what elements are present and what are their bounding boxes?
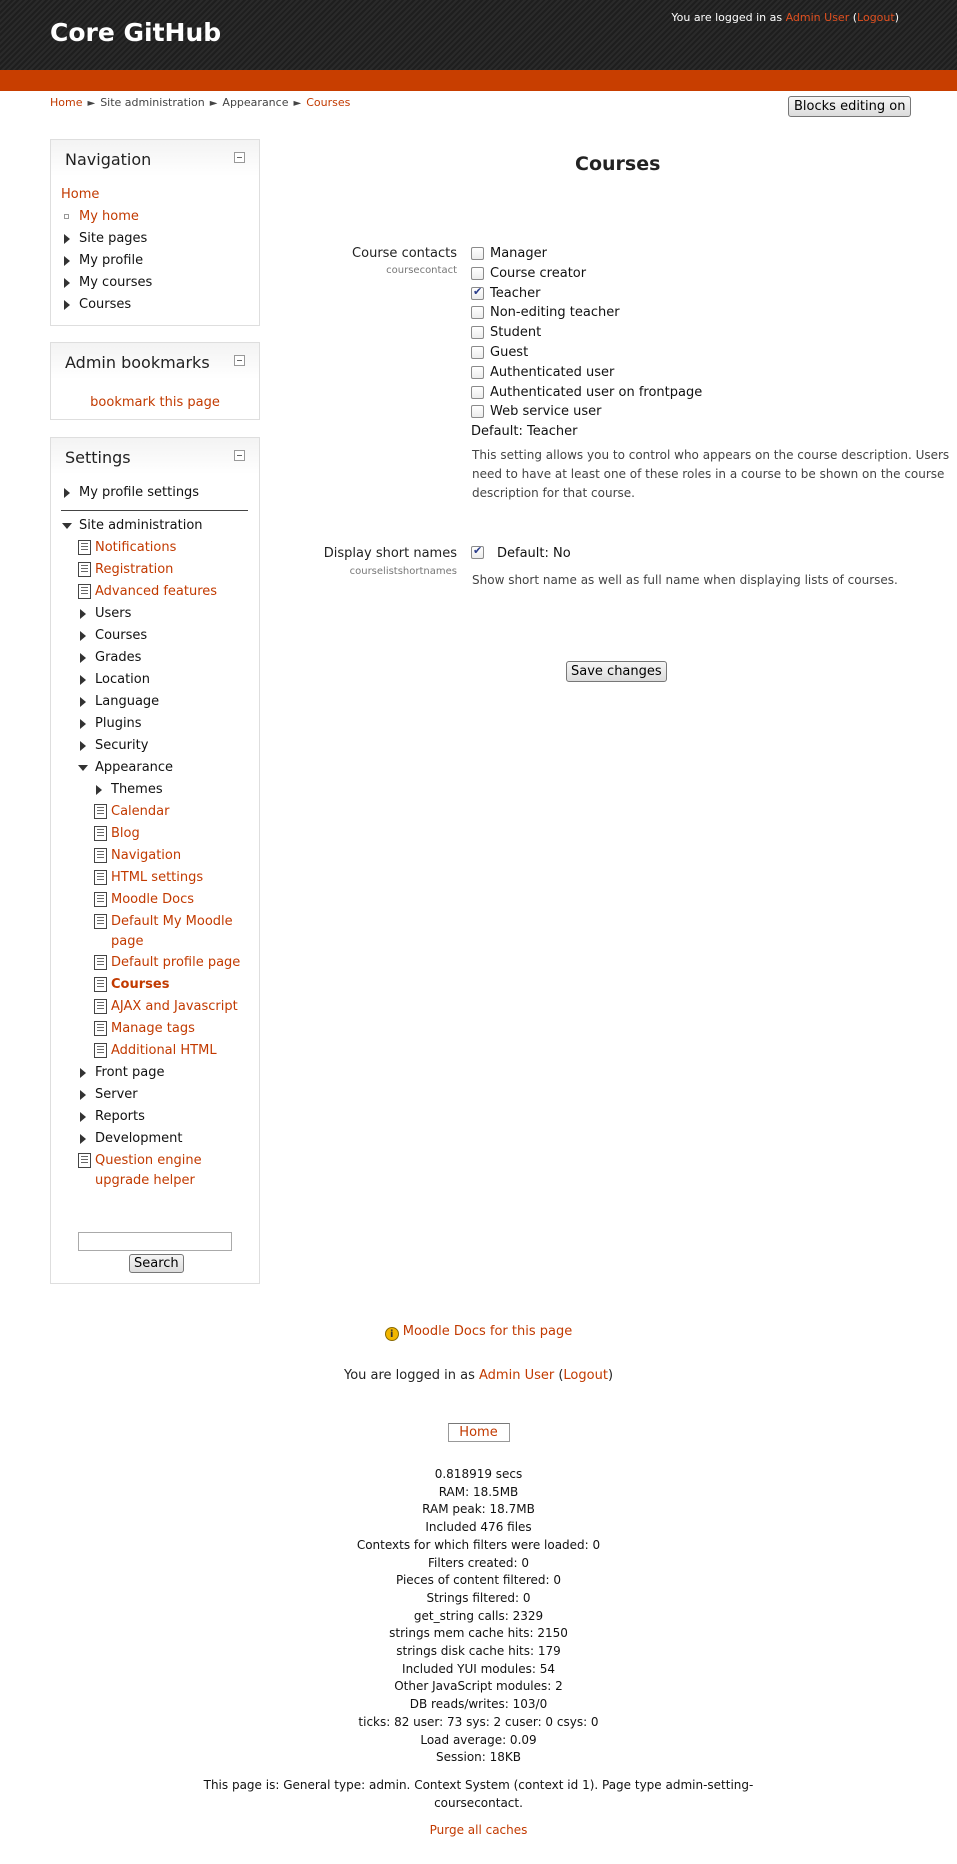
nav-my-profile[interactable] bbox=[51, 250, 259, 272]
settings-appearance-label: Appearance bbox=[95, 760, 174, 775]
bookmark-this-page-link[interactable]: bookmark this page bbox=[90, 395, 220, 410]
login-info: You are logged in as Admin User (Logout) bbox=[671, 11, 899, 24]
course-contact-option-label: Authenticated user on frontpage bbox=[490, 384, 703, 400]
question-engine-line1: Question engine bbox=[95, 1153, 202, 1168]
display-short-names-description: Show short name as well as full name when displaying lists of courses. bbox=[472, 573, 898, 587]
stat-line: Included YUI modules: 54 bbox=[402, 1661, 555, 1676]
stat-line: Load average: 0.09 bbox=[420, 1732, 537, 1747]
nav-my-home-link[interactable]: My home bbox=[79, 209, 139, 224]
settings-plugins[interactable] bbox=[51, 713, 259, 735]
page-type-info-line2: coursecontact. bbox=[434, 1796, 523, 1810]
question-engine-line2: upgrade helper bbox=[95, 1173, 195, 1188]
settings-reports-label: Reports bbox=[95, 1109, 145, 1124]
settings-language-label: Language bbox=[95, 694, 160, 709]
collapse-icon[interactable] bbox=[234, 355, 245, 366]
page-icon bbox=[94, 977, 107, 992]
nav-courses-label: Courses bbox=[79, 297, 132, 312]
course-contacts-description-line2: need to have at least one of these roles in a course to be shown on the course bbox=[472, 467, 945, 481]
settings-site-admin-label: Site administration bbox=[79, 518, 203, 533]
course-contact-checkbox[interactable] bbox=[471, 386, 484, 399]
course-contact-option-label: Student bbox=[490, 325, 542, 341]
course-contact-option-label: Non-editing teacher bbox=[490, 305, 620, 321]
settings-grades[interactable] bbox=[51, 647, 259, 669]
settings-language[interactable] bbox=[51, 691, 259, 713]
stat-line: RAM: 18.5MB bbox=[438, 1484, 519, 1499]
settings-themes-label: Themes bbox=[111, 782, 163, 797]
course-contact-option-label: Authenticated user bbox=[490, 364, 615, 380]
settings-search-input[interactable] bbox=[78, 1232, 232, 1251]
course-contact-checkbox[interactable] bbox=[471, 287, 484, 300]
page-icon bbox=[78, 584, 91, 599]
course-contact-checkbox[interactable] bbox=[471, 366, 484, 379]
nav-site-pages-label: Site pages bbox=[79, 231, 148, 246]
nav-home-link[interactable]: Home bbox=[61, 187, 100, 202]
moodle-docs-page-link[interactable]: Moodle Docs for this page bbox=[402, 1324, 573, 1339]
page-title: Courses bbox=[575, 153, 661, 175]
page-icon bbox=[94, 914, 107, 929]
breadcrumb-separator-icon: ► bbox=[87, 98, 96, 109]
display-short-names-default: Default: No bbox=[497, 546, 571, 561]
page-icon bbox=[94, 870, 107, 885]
default-my-moodle-link[interactable] bbox=[111, 914, 233, 949]
settings-search-button[interactable]: Search bbox=[129, 1254, 184, 1273]
html-settings-link[interactable]: HTML settings bbox=[111, 870, 204, 885]
stat-line: RAM peak: 18.7MB bbox=[422, 1502, 535, 1517]
stat-line: get_string calls: 2329 bbox=[413, 1608, 544, 1623]
stat-line: strings disk cache hits: 179 bbox=[396, 1644, 561, 1658]
settings-users-label: Users bbox=[95, 606, 132, 621]
course-contact-checkbox[interactable] bbox=[471, 346, 484, 359]
settings-development-label: Development bbox=[95, 1131, 183, 1146]
expand-arrow-icon bbox=[96, 785, 102, 795]
purge-caches-wrap bbox=[0, 1823, 957, 1837]
settings-block bbox=[50, 437, 260, 1284]
navigation-block-title: Navigation bbox=[65, 150, 152, 169]
page-icon bbox=[94, 955, 107, 970]
expand-arrow-icon bbox=[80, 719, 86, 729]
page-icon bbox=[78, 562, 91, 577]
expand-arrow-icon bbox=[80, 697, 86, 707]
ajax-javascript-link[interactable]: AJAX and Javascript bbox=[111, 999, 238, 1014]
course-contact-option-label: Course creator bbox=[490, 265, 587, 281]
settings-security-label: Security bbox=[95, 738, 149, 753]
login-prefix: You are logged in as bbox=[671, 11, 786, 24]
expand-arrow-icon bbox=[64, 234, 70, 244]
breadcrumb-site-admin[interactable]: Site administration bbox=[100, 96, 205, 109]
course-contact-checkbox[interactable] bbox=[471, 405, 484, 418]
settings-appearance[interactable] bbox=[51, 757, 259, 779]
nav-bar bbox=[0, 70, 957, 91]
course-contact-option-label: Web service user bbox=[490, 404, 602, 420]
breadcrumb-appearance[interactable]: Appearance bbox=[222, 96, 289, 109]
nav-site-pages[interactable] bbox=[51, 228, 259, 250]
settings-courses-label: Courses bbox=[95, 628, 148, 643]
navigation-tree bbox=[51, 184, 259, 316]
page-icon bbox=[94, 892, 107, 907]
stat-line: Contexts for which filters were loaded: 0 bbox=[356, 1537, 601, 1552]
settings-reports[interactable] bbox=[51, 1106, 259, 1128]
breadcrumb-separator-icon: ► bbox=[209, 98, 218, 109]
admin-bookmarks-title: Admin bookmarks bbox=[65, 353, 210, 372]
moodle-docs-footer bbox=[0, 1324, 957, 1341]
calendar-link[interactable]: Calendar bbox=[111, 804, 170, 819]
footer-home-wrap bbox=[0, 1423, 957, 1442]
expand-arrow-icon bbox=[80, 609, 86, 619]
default-my-moodle-line2: page bbox=[111, 934, 144, 949]
nav-my-profile-label: My profile bbox=[79, 253, 144, 268]
course-contacts-label: Course contacts bbox=[352, 246, 457, 261]
page-icon bbox=[94, 999, 107, 1014]
collapse-arrow-icon bbox=[62, 523, 72, 529]
course-contact-checkbox[interactable] bbox=[471, 247, 484, 260]
page-icon bbox=[94, 804, 107, 819]
default-profile-page-link[interactable]: Default profile page bbox=[111, 955, 241, 970]
settings-location[interactable] bbox=[51, 669, 259, 691]
stat-line: strings mem cache hits: 2150 bbox=[389, 1626, 568, 1641]
info-icon: i bbox=[385, 1327, 399, 1341]
course-contact-checkbox[interactable] bbox=[471, 326, 484, 339]
expand-arrow-icon bbox=[64, 300, 70, 310]
expand-arrow-icon bbox=[80, 653, 86, 663]
settings-themes[interactable] bbox=[51, 779, 259, 801]
settings-plugins-label: Plugins bbox=[95, 716, 142, 731]
settings-tree bbox=[51, 482, 259, 1191]
nav-courses[interactable] bbox=[51, 294, 259, 316]
page-type-info-line1: This page is: General type: admin. Context System (context id 1). Page type admin-setting- bbox=[203, 1778, 754, 1792]
settings-server-label: Server bbox=[95, 1087, 138, 1102]
footer-login-prefix: You are logged in as bbox=[343, 1368, 479, 1383]
display-short-names-label: Display short names bbox=[323, 546, 457, 561]
page-icon bbox=[78, 540, 91, 555]
settings-location-label: Location bbox=[95, 672, 150, 687]
display-short-names-checkbox[interactable] bbox=[471, 546, 484, 559]
course-contacts-description-line1: This setting allows you to control who appears on the course description. Users bbox=[472, 448, 950, 462]
display-short-names-sub: courselistshortnames bbox=[349, 566, 457, 577]
page-icon bbox=[94, 1021, 107, 1036]
stat-line: 0.818919 secs bbox=[434, 1467, 523, 1481]
settings-server[interactable] bbox=[51, 1084, 259, 1106]
save-changes-button[interactable]: Save changes bbox=[566, 661, 667, 682]
question-engine-link[interactable] bbox=[95, 1153, 202, 1188]
expand-arrow-icon bbox=[64, 488, 70, 498]
footer-home-button[interactable]: Home bbox=[448, 1423, 510, 1442]
page-icon bbox=[78, 1153, 91, 1168]
registration-link[interactable]: Registration bbox=[95, 562, 174, 577]
navigation-block bbox=[50, 139, 260, 326]
page-type-info bbox=[0, 1776, 957, 1812]
settings-my-profile[interactable] bbox=[51, 482, 259, 504]
blog-link[interactable]: Blog bbox=[111, 826, 140, 841]
stat-line: Session: 18KB bbox=[435, 1750, 521, 1765]
breadcrumb bbox=[50, 96, 350, 109]
settings-front-page-label: Front page bbox=[95, 1065, 165, 1080]
course-contact-checkbox[interactable] bbox=[471, 267, 484, 280]
course-contact-option-label: Guest bbox=[490, 345, 529, 360]
bullet-icon bbox=[64, 214, 69, 219]
course-contact-option-label: Manager bbox=[490, 246, 547, 261]
default-my-moodle-line1: Default My Moodle bbox=[111, 914, 233, 929]
settings-front-page[interactable] bbox=[51, 1062, 259, 1084]
page-icon bbox=[94, 1043, 107, 1058]
page-icon bbox=[94, 848, 107, 863]
collapse-arrow-icon bbox=[78, 765, 88, 771]
expand-arrow-icon bbox=[80, 1068, 86, 1078]
expand-arrow-icon bbox=[80, 1112, 86, 1122]
moodle-docs-link[interactable]: Moodle Docs bbox=[111, 892, 195, 907]
stat-line: Other JavaScript modules: 2 bbox=[394, 1679, 563, 1694]
stat-line: DB reads/writes: 103/0 bbox=[409, 1697, 548, 1712]
divider bbox=[61, 510, 248, 511]
footer-user-link[interactable]: Admin User bbox=[479, 1368, 555, 1383]
course-contact-checkbox[interactable] bbox=[471, 306, 484, 319]
settings-courses[interactable] bbox=[51, 625, 259, 647]
course-contacts-sub: coursecontact bbox=[386, 265, 457, 276]
purge-all-caches-link[interactable]: Purge all caches bbox=[429, 1823, 528, 1837]
admin-bookmarks-header bbox=[51, 343, 259, 379]
settings-grades-label: Grades bbox=[95, 650, 142, 665]
nav-my-courses-label: My courses bbox=[79, 275, 153, 290]
courses-current-link[interactable]: Courses bbox=[111, 977, 170, 992]
settings-users[interactable] bbox=[51, 603, 259, 625]
stat-line: Strings filtered: 0 bbox=[426, 1590, 531, 1605]
manage-tags-link[interactable]: Manage tags bbox=[111, 1021, 195, 1036]
expand-arrow-icon bbox=[64, 278, 70, 288]
settings-my-profile-label: My profile settings bbox=[79, 485, 200, 500]
footer-logout-link[interactable]: Logout bbox=[563, 1368, 608, 1383]
expand-arrow-icon bbox=[80, 1090, 86, 1100]
user-link[interactable]: Admin User bbox=[785, 11, 850, 24]
collapse-icon[interactable] bbox=[234, 450, 245, 461]
settings-block-title: Settings bbox=[65, 448, 131, 467]
navigation-block-header bbox=[51, 140, 259, 176]
expand-arrow-icon bbox=[80, 675, 86, 685]
settings-security[interactable] bbox=[51, 735, 259, 757]
stat-line: Filters created: 0 bbox=[428, 1555, 529, 1570]
course-contacts-description-line3: description for that course. bbox=[472, 486, 635, 500]
course-contacts-default: Default: Teacher bbox=[471, 424, 578, 439]
expand-arrow-icon bbox=[80, 741, 86, 751]
collapse-icon[interactable] bbox=[234, 152, 245, 163]
stat-line: Included 476 files bbox=[425, 1520, 532, 1535]
logout-link[interactable]: Logout bbox=[857, 11, 895, 24]
stat-line: Pieces of content filtered: 0 bbox=[395, 1573, 562, 1588]
notifications-link[interactable]: Notifications bbox=[95, 540, 177, 555]
site-title[interactable]: Core GitHub bbox=[50, 18, 222, 47]
course-contact-option-label: Teacher bbox=[490, 285, 541, 301]
settings-block-header bbox=[51, 438, 259, 474]
stat-line: ticks: 82 user: 73 sys: 2 cuser: 0 csys: 0 bbox=[358, 1714, 599, 1729]
navigation-settings-link[interactable]: Navigation bbox=[111, 848, 182, 863]
course-contacts-description bbox=[472, 446, 949, 503]
nav-my-courses[interactable] bbox=[51, 272, 259, 294]
expand-arrow-icon bbox=[80, 631, 86, 641]
footer-login-info: You are logged in as Admin User (Logout) bbox=[343, 1368, 614, 1383]
page-icon bbox=[94, 826, 107, 841]
expand-arrow-icon bbox=[80, 1134, 86, 1144]
advanced-features-link[interactable]: Advanced features bbox=[95, 584, 218, 599]
breadcrumb-courses[interactable]: Courses bbox=[306, 96, 351, 109]
expand-arrow-icon bbox=[64, 256, 70, 266]
page-header bbox=[0, 0, 957, 70]
admin-bookmarks-block bbox=[50, 342, 260, 420]
additional-html-link[interactable]: Additional HTML bbox=[111, 1043, 217, 1058]
breadcrumb-home[interactable]: Home bbox=[50, 96, 83, 109]
blocks-editing-button[interactable]: Blocks editing on bbox=[788, 96, 911, 117]
settings-development[interactable] bbox=[51, 1128, 259, 1150]
settings-site-admin[interactable] bbox=[51, 515, 259, 537]
breadcrumb-separator-icon: ► bbox=[293, 98, 302, 109]
